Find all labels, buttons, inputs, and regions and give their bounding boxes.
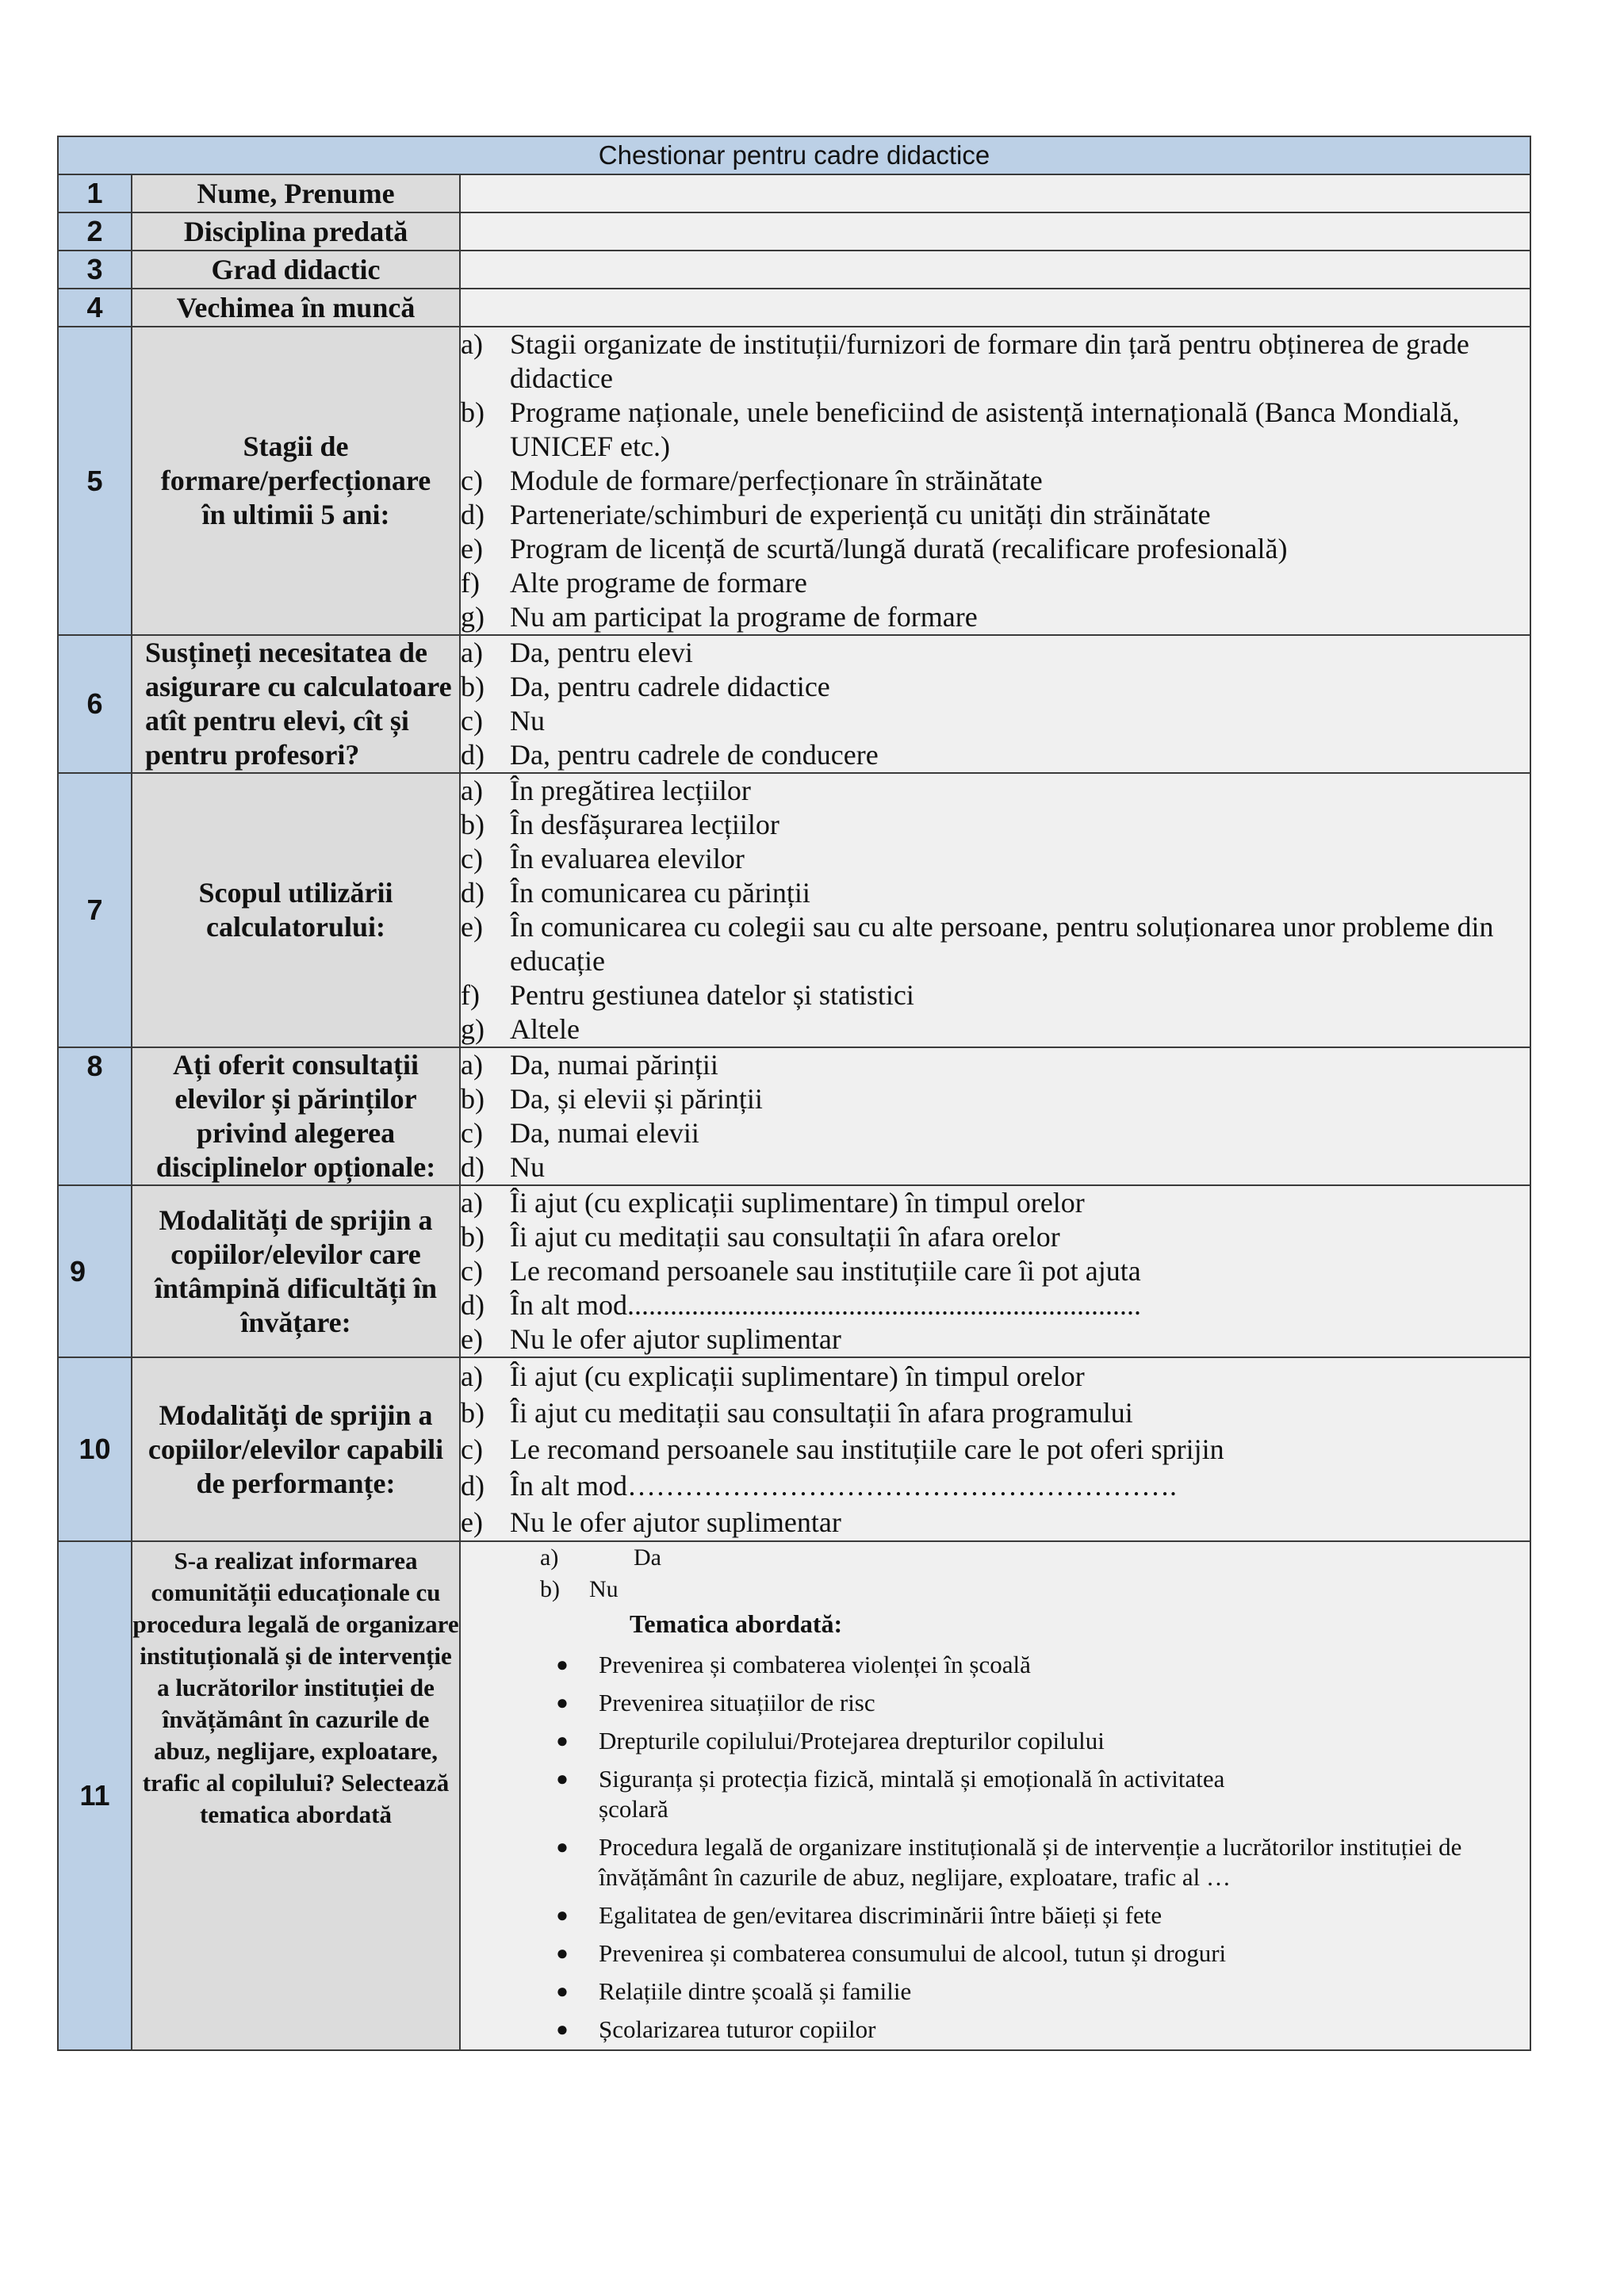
option-text: Îi ajut cu meditații sau consultații în afara orelor — [510, 1221, 1060, 1253]
option-text: Pentru gestiunea datelor și statistici — [510, 979, 914, 1011]
question-row-11 — [58, 1541, 1530, 2050]
option-item[interactable] — [461, 808, 1530, 842]
option-item[interactable] — [461, 498, 1530, 532]
topic-item[interactable] — [461, 1832, 1530, 1892]
options-cell-8 — [460, 1047, 1530, 1185]
options-cell-10 — [460, 1357, 1530, 1541]
option-marker: g) — [461, 1013, 485, 1045]
table-row — [58, 174, 1530, 212]
option-text: Programe naționale, unele beneficiind de asistență internațională (Banca Mondială, UNICEF etc.) — [510, 396, 1460, 462]
row-number: 7 — [58, 773, 132, 1047]
option-text: Nu — [510, 1151, 545, 1183]
option-marker: d) — [461, 1470, 485, 1502]
option-text: În alt mod........................................................................ — [510, 1289, 1141, 1321]
option-text: Stagii organizate de instituții/furnizori de formare din țară pentru obținerea de grade didactice — [510, 328, 1469, 394]
answer-cell-seniority[interactable] — [460, 289, 1530, 327]
option-marker: b) — [461, 671, 485, 702]
option-marker: d) — [461, 1289, 485, 1321]
option-item[interactable] — [461, 1048, 1530, 1082]
option-item[interactable] — [461, 1288, 1530, 1322]
question-row-7 — [58, 773, 1530, 1047]
option-text: În alt mod…………………………………………………. — [510, 1470, 1177, 1502]
topic-text: Prevenirea și combaterea violenței în școală — [599, 1651, 1031, 1678]
topic-text: Egalitatea de gen/evitarea discriminării între băieți și fete — [599, 1901, 1162, 1929]
options-list-11 — [540, 1542, 1530, 1605]
option-marker: c) — [461, 1255, 483, 1287]
row-number: 9 — [58, 1185, 132, 1357]
options-cell-9 — [460, 1185, 1530, 1357]
topic-item[interactable] — [461, 1938, 1530, 1969]
option-item[interactable] — [461, 774, 1530, 808]
option-marker: e) — [461, 1323, 483, 1355]
row-number: 10 — [58, 1357, 132, 1541]
option-item[interactable] — [461, 1220, 1530, 1254]
topic-text: Prevenirea și combaterea consumului de alcool, tutun și droguri — [599, 1939, 1227, 1967]
options-cell-6 — [460, 635, 1530, 773]
bullet-icon: ● — [556, 1980, 569, 2003]
option-marker: c) — [461, 465, 483, 496]
option-item[interactable] — [540, 1542, 1530, 1574]
bullet-icon: ● — [556, 1835, 569, 1858]
row-number: 8 — [58, 1047, 132, 1185]
field-label-grade: Grad didactic — [132, 251, 460, 289]
bullet-icon: ● — [556, 1767, 569, 1790]
option-marker: b) — [461, 1397, 485, 1429]
option-text: Alte programe de formare — [510, 567, 807, 599]
topic-text: Drepturile copilului/Protejarea drepturilor copilului — [599, 1727, 1105, 1755]
option-text: Da, pentru cadrele didactice — [510, 671, 830, 702]
option-text: Nu — [510, 705, 545, 737]
row-number: 2 — [58, 212, 132, 251]
option-marker: a) — [461, 1360, 483, 1392]
option-marker: f) — [461, 979, 480, 1011]
answer-cell-grade[interactable] — [460, 251, 1530, 289]
option-item[interactable] — [461, 1504, 1530, 1540]
options-list-6 — [461, 636, 1530, 772]
options-list-7 — [461, 774, 1530, 1047]
options-list-10 — [461, 1358, 1530, 1540]
title-row — [58, 136, 1530, 174]
topic-item[interactable] — [461, 1726, 1530, 1756]
option-marker: c) — [461, 1433, 483, 1465]
option-item[interactable] — [461, 738, 1530, 772]
option-item[interactable] — [461, 1358, 1530, 1395]
options-cell-7 — [460, 773, 1530, 1047]
row-number: 11 — [58, 1541, 132, 2050]
option-text: Nu — [589, 1576, 619, 1602]
option-text: Îi ajut (cu explicații suplimentare) în timpul orelor — [510, 1187, 1085, 1219]
bullet-icon: ● — [556, 1691, 569, 1714]
bullet-icon: ● — [556, 1729, 569, 1752]
options-list-8 — [461, 1048, 1530, 1184]
question-label-6: Susțineți necesitatea de asigurare cu calculatoare atît pentru elevi, cît și pentru profesori? — [132, 635, 460, 773]
option-marker: c) — [461, 705, 483, 737]
option-marker: a) — [461, 1187, 483, 1219]
option-item[interactable] — [461, 464, 1530, 498]
options-cell-5 — [460, 327, 1530, 635]
options-cell-11 — [460, 1541, 1530, 2050]
topic-item[interactable] — [461, 1650, 1530, 1680]
table-row — [58, 251, 1530, 289]
bullet-icon: ● — [556, 1942, 569, 1965]
option-text: În evaluarea elevilor — [510, 843, 745, 874]
question-label-8: Ați oferit consultații elevilor și părinților privind alegerea disciplinelor opționale: — [132, 1047, 460, 1185]
option-marker: a) — [461, 637, 483, 668]
question-row-6 — [58, 635, 1530, 773]
option-item[interactable] — [461, 1116, 1530, 1150]
option-text: În pregătirea lecțiilor — [510, 775, 751, 806]
option-marker: e) — [461, 911, 483, 943]
option-marker: a) — [540, 1544, 559, 1571]
options-list-5 — [461, 327, 1530, 634]
option-item[interactable] — [461, 636, 1530, 670]
option-item[interactable] — [461, 1468, 1530, 1504]
option-marker: c) — [461, 843, 483, 874]
topic-text: Prevenirea situațiilor de risc — [599, 1689, 875, 1716]
answer-cell-discipline[interactable] — [460, 212, 1530, 251]
option-marker: d) — [461, 499, 485, 530]
option-item[interactable] — [461, 910, 1530, 978]
question-label-10: Modalități de sprijin a copiilor/elevilor capabili de performanțe: — [132, 1357, 460, 1541]
option-text: Da — [634, 1544, 661, 1571]
question-label-5: Stagii de formare/perfecționare în ultimii 5 ani: — [132, 327, 460, 635]
option-text: Altele — [510, 1013, 580, 1045]
topic-text: Școlarizarea tuturor copiilor — [599, 2015, 876, 2043]
topic-item[interactable] — [461, 2015, 1530, 2045]
topic-item[interactable] — [461, 1764, 1530, 1824]
field-label-discipline: Disciplina predată — [132, 212, 460, 251]
topic-text: Relațiile dintre școală și familie — [599, 1977, 912, 2005]
option-marker: b) — [461, 1083, 485, 1115]
row-number: 5 — [58, 327, 132, 635]
row-number: 1 — [58, 174, 132, 212]
option-text: Program de licență de scurtă/lungă durată (recalificare profesională) — [510, 533, 1288, 564]
option-text: Da, pentru cadrele de conducere — [510, 739, 879, 771]
option-item[interactable] — [461, 396, 1530, 464]
question-label-9: Modalități de sprijin a copiilor/elevilor care întâmpină dificultăți în învățare: — [132, 1185, 460, 1357]
option-marker: e) — [461, 533, 483, 564]
option-marker: d) — [461, 1151, 485, 1183]
option-marker: b) — [540, 1576, 560, 1602]
option-item[interactable] — [461, 1012, 1530, 1047]
answer-cell-name[interactable] — [460, 174, 1530, 212]
question-label-11: S-a realizat informarea comunității educaționale cu procedura legală de organizare instituțională și de intervenție a lucrătorilor instituției de învățământ în cazurile de abuz, neglijare, exploatare, trafic al copilului? Selectează tematica abordată — [132, 1541, 460, 2050]
option-item[interactable] — [461, 566, 1530, 600]
option-text: Nu am participat la programe de formare — [510, 601, 978, 633]
option-item[interactable] — [540, 1574, 1530, 1605]
table-row — [58, 289, 1530, 327]
questionnaire-table — [57, 136, 1531, 2051]
option-text: Module de formare/perfecționare în străinătate — [510, 465, 1043, 496]
option-text: Nu le ofer ajutor suplimentar — [510, 1323, 841, 1355]
question-label-7: Scopul utilizării calculatorului: — [132, 773, 460, 1047]
topic-item[interactable] — [461, 1976, 1530, 2007]
topic-text: Procedura legală de organizare instituțională și de intervenție a lucrătorilor instituției de învățământ în cazurile de abuz, neglijare, exploatare, trafic al … — [599, 1833, 1462, 1891]
option-item[interactable] — [461, 1254, 1530, 1288]
option-item[interactable] — [461, 1322, 1530, 1357]
topic-item[interactable] — [461, 1900, 1530, 1931]
option-text: În comunicarea cu părinții — [510, 877, 810, 909]
option-text: Le recomand persoanele sau instituțiile care le pot oferi sprijin — [510, 1433, 1224, 1465]
option-marker: f) — [461, 567, 480, 599]
option-marker: b) — [461, 1221, 485, 1253]
table-title: Chestionar pentru cadre didactice — [58, 136, 1530, 174]
option-item[interactable] — [461, 670, 1530, 704]
option-text: Îi ajut (cu explicații suplimentare) în timpul orelor — [510, 1360, 1085, 1392]
option-marker: d) — [461, 739, 485, 771]
question-row-10 — [58, 1357, 1530, 1541]
bullet-icon: ● — [556, 2018, 569, 2041]
option-item[interactable] — [461, 876, 1530, 910]
option-marker: d) — [461, 877, 485, 909]
option-text: Îi ajut cu meditații sau consultații în afara programului — [510, 1397, 1133, 1429]
option-item[interactable] — [461, 978, 1530, 1012]
table-row — [58, 212, 1530, 251]
option-item[interactable] — [461, 1186, 1530, 1220]
option-marker: g) — [461, 601, 485, 633]
option-text: Le recomand persoanele sau instituțiile care îi pot ajuta — [510, 1255, 1141, 1287]
question-row-9 — [58, 1185, 1530, 1357]
option-marker: a) — [461, 775, 483, 806]
option-item[interactable] — [461, 704, 1530, 738]
option-item[interactable] — [461, 1395, 1530, 1431]
topic-item[interactable] — [461, 1688, 1530, 1718]
row-number: 6 — [58, 635, 132, 773]
option-marker: b) — [461, 396, 485, 428]
option-marker: a) — [461, 1049, 483, 1081]
option-marker: c) — [461, 1117, 483, 1149]
option-marker: a) — [461, 328, 483, 360]
options-list-9 — [461, 1186, 1530, 1357]
option-item[interactable] — [461, 600, 1530, 634]
option-item[interactable] — [461, 327, 1530, 396]
option-item[interactable] — [461, 1150, 1530, 1184]
option-item[interactable] — [461, 1431, 1530, 1468]
option-marker: b) — [461, 809, 485, 840]
topics-heading: Tematica abordată: — [630, 1609, 843, 1638]
option-item[interactable] — [461, 1082, 1530, 1116]
question-row-5 — [58, 327, 1530, 635]
option-text: Nu le ofer ajutor suplimentar — [510, 1506, 841, 1538]
option-item[interactable] — [461, 532, 1530, 566]
option-text: Parteneriate/schimburi de experiență cu unități din străinătate — [510, 499, 1211, 530]
bullet-icon: ● — [556, 1653, 569, 1676]
option-item[interactable] — [461, 842, 1530, 876]
question-row-8 — [58, 1047, 1530, 1185]
option-text: Da, și elevii și părinții — [510, 1083, 763, 1115]
bullet-icon: ● — [556, 1904, 569, 1927]
row-number: 3 — [58, 251, 132, 289]
option-text: În desfășurarea lecțiilor — [510, 809, 779, 840]
option-text: Da, numai părinții — [510, 1049, 718, 1081]
field-label-seniority: Vechimea în muncă — [132, 289, 460, 327]
topic-text: Siguranța și protecția fizică, mintală și emoțională în activitatea școlară — [599, 1765, 1225, 1823]
option-marker: e) — [461, 1506, 483, 1538]
field-label-name: Nume, Prenume — [132, 174, 460, 212]
option-text: Da, numai elevii — [510, 1117, 699, 1149]
row-number: 4 — [58, 289, 132, 327]
option-text: În comunicarea cu colegii sau cu alte persoane, pentru soluționarea unor probleme din educație — [510, 911, 1494, 977]
option-text: Da, pentru elevi — [510, 637, 693, 668]
topics-list — [461, 1650, 1530, 2049]
